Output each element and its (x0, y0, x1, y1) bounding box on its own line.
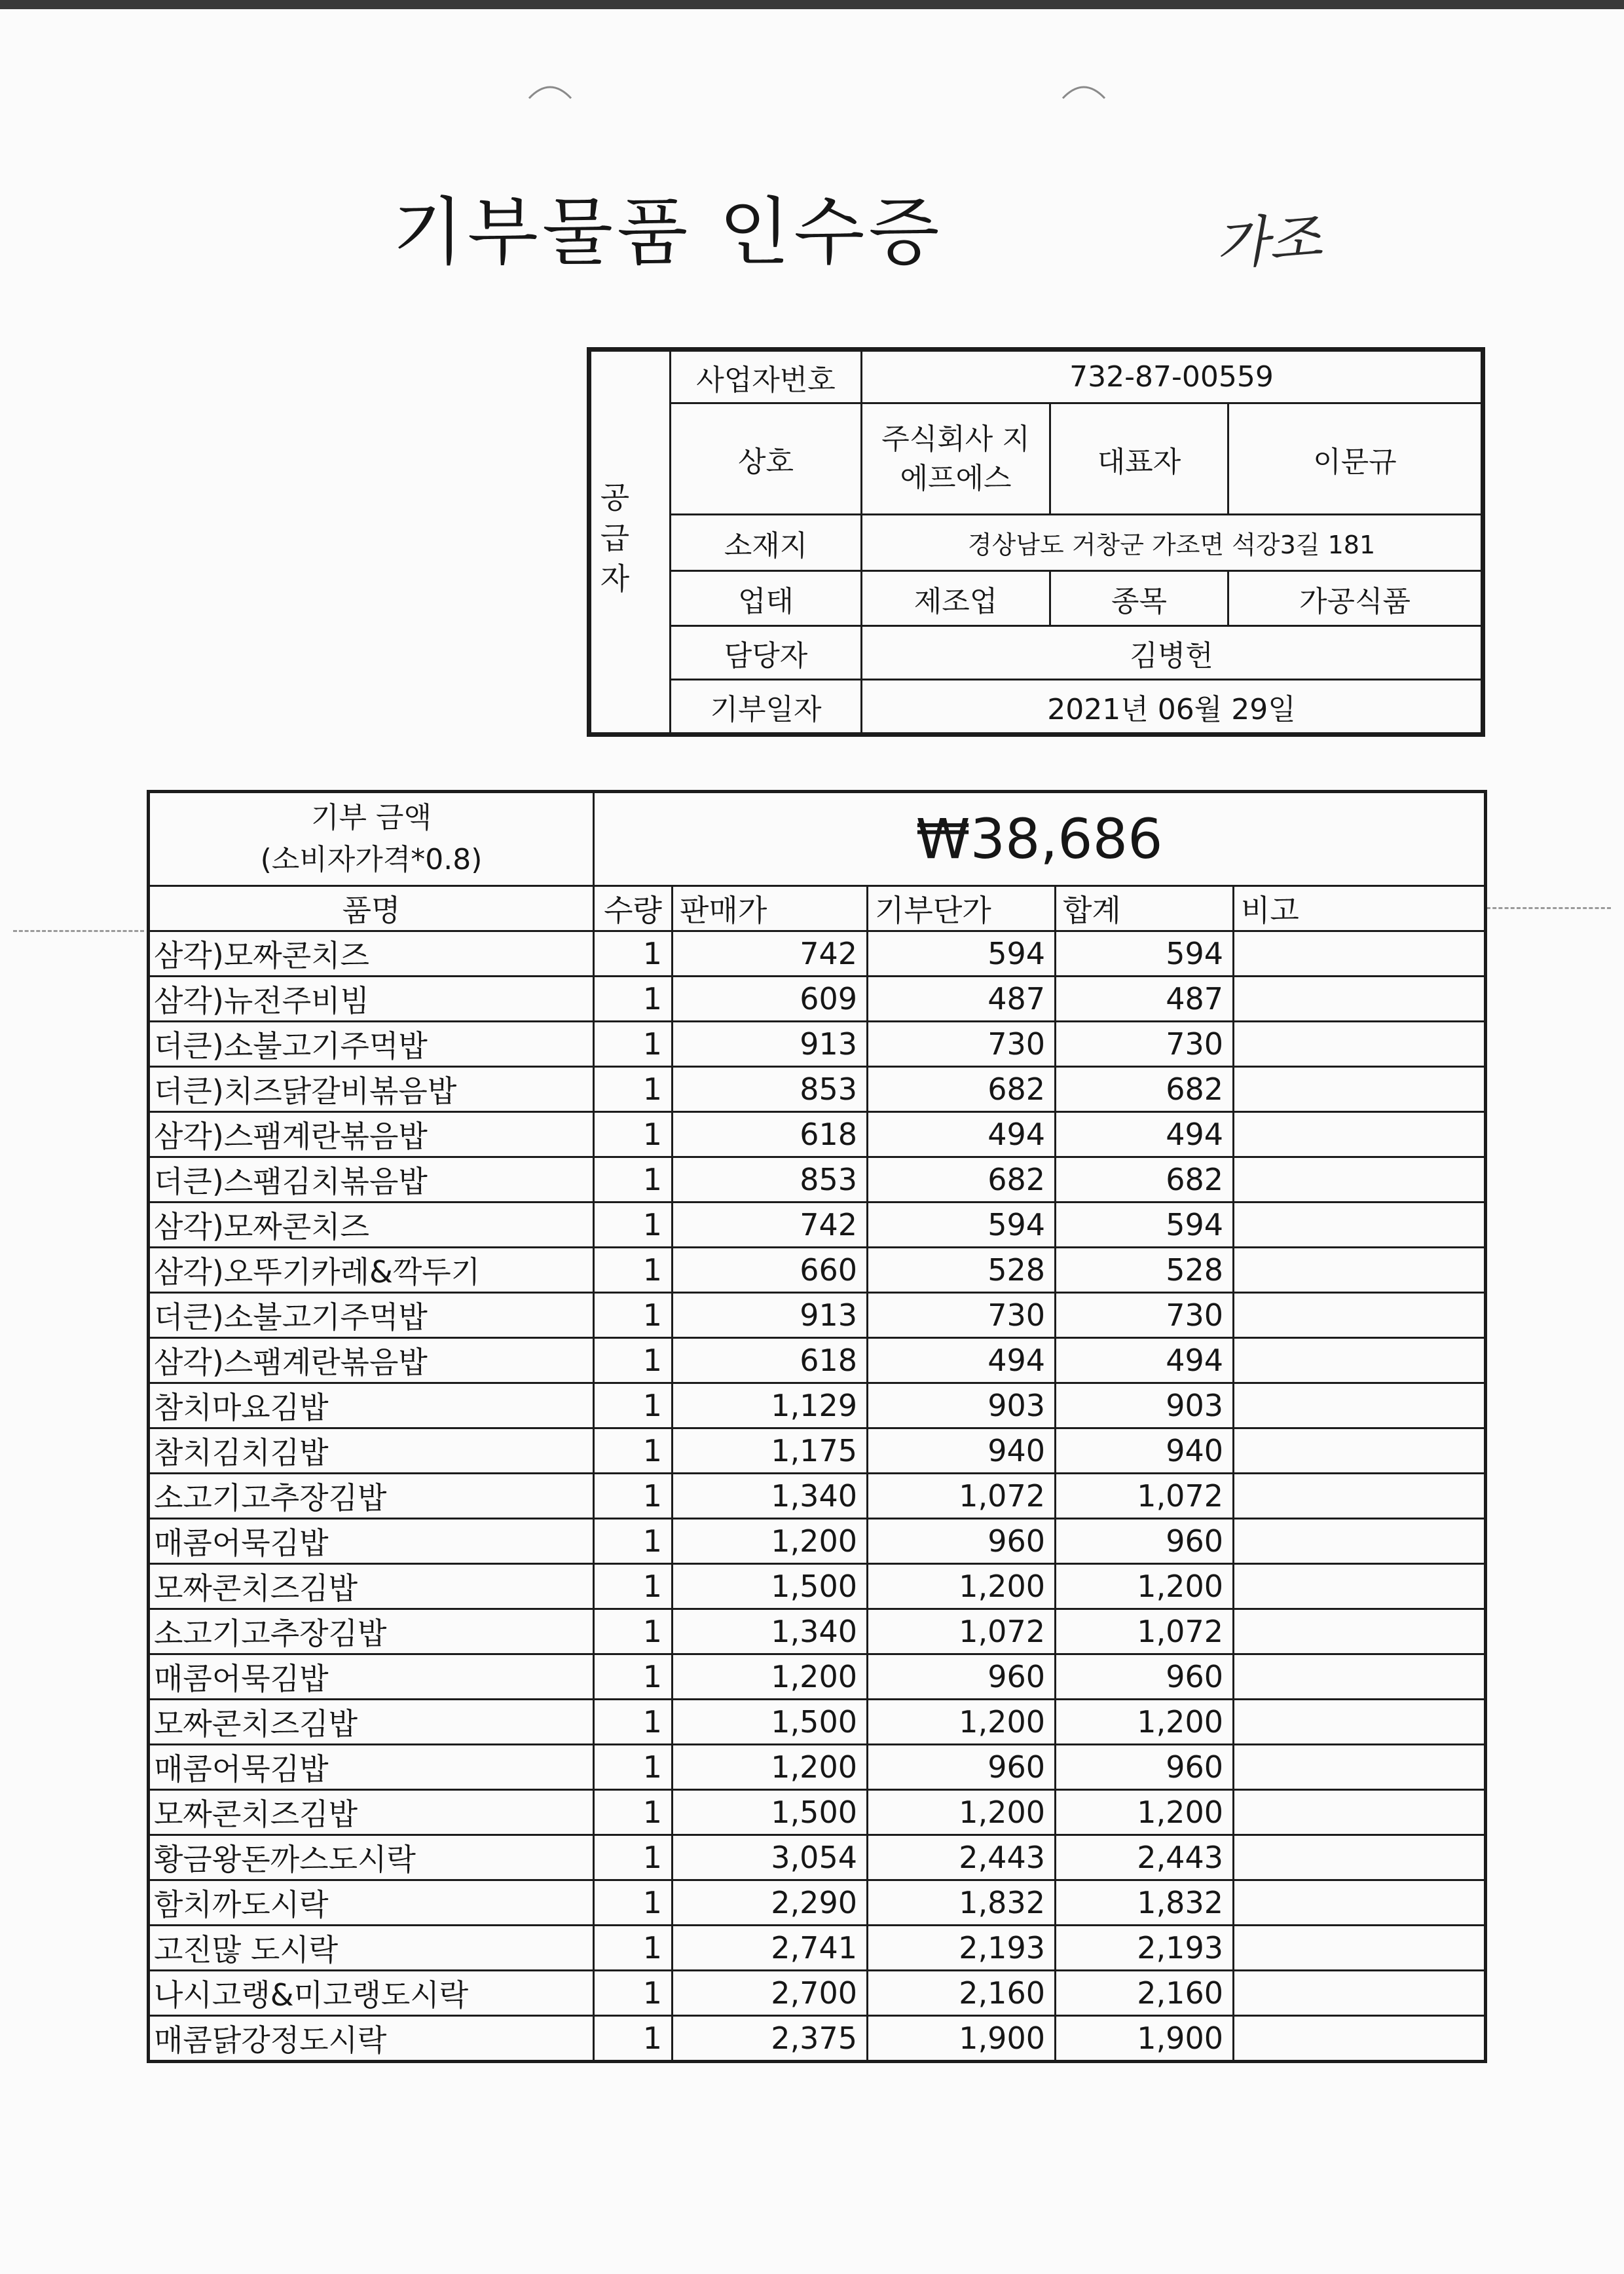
table-row (149, 1835, 1486, 1880)
item-note (1234, 1112, 1486, 1157)
item-price: 2,375 (673, 2016, 868, 2062)
item-qty: 1 (594, 1790, 673, 1835)
item-note (1234, 1022, 1486, 1067)
item-name: 삼각)스팸계란볶음밥 (149, 1112, 594, 1157)
item-unit-price: 1,072 (868, 1474, 1056, 1519)
item-price: 2,700 (673, 1971, 868, 2016)
item-unit-price: 528 (868, 1248, 1056, 1293)
donation-amount-label (149, 792, 594, 886)
item-unit-price: 2,443 (868, 1835, 1056, 1880)
item-unit-price: 940 (868, 1428, 1056, 1474)
item-price: 618 (673, 1338, 868, 1383)
item-price: 1,340 (673, 1609, 868, 1654)
item-total: 903 (1056, 1383, 1234, 1428)
item-total: 1,832 (1056, 1880, 1234, 1926)
item-note (1234, 1248, 1486, 1293)
document-title (0, 174, 1624, 277)
company-value (862, 403, 1050, 515)
item-name: 더큰)소불고기주먹밥 (149, 1293, 594, 1338)
punch-hole-mark-right (1058, 72, 1110, 118)
item-note (1234, 1293, 1486, 1338)
table-row (149, 1157, 1486, 1202)
table-row (149, 2016, 1486, 2062)
item-price: 1,340 (673, 1474, 868, 1519)
item-qty: 1 (594, 1609, 673, 1654)
item-unit-price: 1,900 (868, 2016, 1056, 2062)
table-row (149, 1067, 1486, 1112)
header-name: 품명 (149, 886, 594, 931)
item-note (1234, 1835, 1486, 1880)
item-note (1234, 1790, 1486, 1835)
item-note (1234, 1157, 1486, 1202)
item-name: 참치김치김밥 (149, 1428, 594, 1474)
table-row (149, 1654, 1486, 1700)
item-name: 매콤어묵김밥 (149, 1745, 594, 1790)
item-qty: 1 (594, 977, 673, 1022)
address-value: 경상남도 거창군 가조면 석강3길 181 (862, 515, 1483, 571)
item-total: 1,072 (1056, 1474, 1234, 1519)
scan-top-edge (0, 0, 1624, 9)
ceo-value: 이문규 (1228, 403, 1483, 515)
item-price: 1,500 (673, 1564, 868, 1609)
item-price: 742 (673, 931, 868, 977)
item-name: 삼각)오뚜기카레&깍두기 (149, 1248, 594, 1293)
item-price: 609 (673, 977, 868, 1022)
item-note (1234, 1474, 1486, 1519)
manager-value: 김병헌 (862, 626, 1483, 680)
item-qty: 1 (594, 1835, 673, 1880)
item-price: 1,200 (673, 1654, 868, 1700)
item-unit-price: 682 (868, 1157, 1056, 1202)
item-qty: 1 (594, 1338, 673, 1383)
document-title-text: 기부물품 인수증 (392, 190, 944, 275)
supplier-side-label: 공급자 (589, 350, 671, 735)
item-qty: 1 (594, 1022, 673, 1067)
ceo-label: 대표자 (1050, 403, 1228, 515)
item-name: 모짜콘치즈김밥 (149, 1564, 594, 1609)
item-note (1234, 1383, 1486, 1428)
item-qty: 1 (594, 1745, 673, 1790)
item-total: 1,072 (1056, 1609, 1234, 1654)
item-name: 모짜콘치즈김밥 (149, 1790, 594, 1835)
item-qty: 1 (594, 1926, 673, 1971)
item-qty: 1 (594, 1880, 673, 1926)
header-qty: 수량 (594, 886, 673, 931)
item-name: 삼각)스팸계란볶음밥 (149, 1338, 594, 1383)
item-note (1234, 931, 1486, 977)
scan-artifact-line-left (13, 930, 144, 932)
item-unit-price: 594 (868, 1202, 1056, 1248)
donation-date-value: 2021년 06월 29일 (862, 680, 1483, 735)
item-total: 960 (1056, 1654, 1234, 1700)
table-row (149, 1745, 1486, 1790)
item-qty: 1 (594, 1112, 673, 1157)
item-total: 682 (1056, 1067, 1234, 1112)
header-price: 판매가 (673, 886, 868, 931)
item-total: 1,900 (1056, 2016, 1234, 2062)
item-qty: 1 (594, 1519, 673, 1564)
item-price: 1,129 (673, 1383, 868, 1428)
item-qty: 1 (594, 1654, 673, 1700)
item-qty: 1 (594, 1564, 673, 1609)
item-unit-price: 682 (868, 1067, 1056, 1112)
item-note (1234, 1428, 1486, 1474)
item-price: 913 (673, 1022, 868, 1067)
item-unit-price: 903 (868, 1383, 1056, 1428)
item-total: 594 (1056, 1202, 1234, 1248)
item-price: 1,200 (673, 1519, 868, 1564)
item-total: 960 (1056, 1745, 1234, 1790)
item-total: 1,200 (1056, 1564, 1234, 1609)
item-note (1234, 1880, 1486, 1926)
item-name: 삼각)뉴전주비빔 (149, 977, 594, 1022)
item-unit-price: 1,832 (868, 1880, 1056, 1926)
header-note: 비고 (1234, 886, 1486, 931)
table-row (149, 1700, 1486, 1745)
item-note (1234, 1654, 1486, 1700)
item-unit-price: 1,200 (868, 1790, 1056, 1835)
item-qty: 1 (594, 1202, 673, 1248)
table-row (149, 1926, 1486, 1971)
item-price: 1,200 (673, 1745, 868, 1790)
table-row (149, 1383, 1486, 1428)
table-row (149, 931, 1486, 977)
item-price: 660 (673, 1248, 868, 1293)
table-row (149, 977, 1486, 1022)
item-qty: 1 (594, 1971, 673, 2016)
item-qty: 1 (594, 1383, 673, 1428)
item-qty: 1 (594, 1428, 673, 1474)
donation-amount-label-line1: 기부 금액 (310, 801, 432, 834)
item-unit-price: 730 (868, 1293, 1056, 1338)
item-qty: 1 (594, 2016, 673, 2062)
item-price: 1,500 (673, 1790, 868, 1835)
item-total: 960 (1056, 1519, 1234, 1564)
table-row (149, 1790, 1486, 1835)
item-name: 황금왕돈까스도시락 (149, 1835, 594, 1880)
item-note (1234, 1700, 1486, 1745)
scan-artifact-line-right (1486, 907, 1611, 909)
item-total: 682 (1056, 1157, 1234, 1202)
item-total: 528 (1056, 1248, 1234, 1293)
table-row (149, 1474, 1486, 1519)
item-unit-price: 960 (868, 1654, 1056, 1700)
company-value-line2: 에프에스 (900, 461, 1012, 495)
item-note (1234, 1926, 1486, 1971)
category-label: 종목 (1050, 571, 1228, 626)
table-row (149, 1428, 1486, 1474)
item-unit-price: 2,160 (868, 1971, 1056, 2016)
table-row (149, 1609, 1486, 1654)
item-price: 913 (673, 1293, 868, 1338)
category-value: 가공식품 (1228, 571, 1483, 626)
item-name: 더큰)치즈닭갈비볶음밥 (149, 1067, 594, 1112)
table-row (149, 1971, 1486, 2016)
address-label: 소재지 (671, 515, 862, 571)
company-label: 상호 (671, 403, 862, 515)
item-total: 1,200 (1056, 1700, 1234, 1745)
item-total: 594 (1056, 931, 1234, 977)
company-value-line1: 주식회사 지 (881, 422, 1030, 456)
item-unit-price: 960 (868, 1519, 1056, 1564)
table-row (149, 1022, 1486, 1067)
item-name: 매콤어묵김밥 (149, 1519, 594, 1564)
table-row (149, 1112, 1486, 1157)
item-unit-price: 2,193 (868, 1926, 1056, 1971)
item-price: 742 (673, 1202, 868, 1248)
business-no-label: 사업자번호 (671, 350, 862, 403)
item-note (1234, 1564, 1486, 1609)
item-price: 2,741 (673, 1926, 868, 1971)
table-row (149, 1248, 1486, 1293)
donation-amount-label-line2: (소비자가격*0.8) (260, 843, 483, 876)
table-row (149, 1519, 1486, 1564)
item-unit-price: 494 (868, 1112, 1056, 1157)
item-total: 2,160 (1056, 1971, 1234, 2016)
item-qty: 1 (594, 1067, 673, 1112)
item-price: 2,290 (673, 1880, 868, 1926)
item-name: 매콤어묵김밥 (149, 1654, 594, 1700)
item-note (1234, 2016, 1486, 2062)
donation-date-label: 기부일자 (671, 680, 862, 735)
item-name: 고진많 도시락 (149, 1926, 594, 1971)
item-total: 2,443 (1056, 1835, 1234, 1880)
item-name: 매콤닭강정도시락 (149, 2016, 594, 2062)
item-price: 618 (673, 1112, 868, 1157)
item-name: 소고기고추장김밥 (149, 1474, 594, 1519)
supplier-table (587, 347, 1485, 737)
item-total: 940 (1056, 1428, 1234, 1474)
manager-label: 담당자 (671, 626, 862, 680)
item-total: 494 (1056, 1338, 1234, 1383)
item-note (1234, 1202, 1486, 1248)
item-total: 730 (1056, 1293, 1234, 1338)
item-name: 더큰)스팸김치볶음밥 (149, 1157, 594, 1202)
item-qty: 1 (594, 1248, 673, 1293)
item-unit-price: 960 (868, 1745, 1056, 1790)
item-unit-price: 494 (868, 1338, 1056, 1383)
item-name: 소고기고추장김밥 (149, 1609, 594, 1654)
table-row (149, 1880, 1486, 1926)
item-name: 모짜콘치즈김밥 (149, 1700, 594, 1745)
item-total: 2,193 (1056, 1926, 1234, 1971)
item-name: 삼각)모짜콘치즈 (149, 931, 594, 977)
item-price: 3,054 (673, 1835, 868, 1880)
item-unit-price: 730 (868, 1022, 1056, 1067)
item-note (1234, 1067, 1486, 1112)
item-price: 853 (673, 1157, 868, 1202)
item-note (1234, 1971, 1486, 2016)
item-unit-price: 1,072 (868, 1609, 1056, 1654)
table-header-row (149, 886, 1486, 931)
item-note (1234, 1519, 1486, 1564)
item-price: 1,175 (673, 1428, 868, 1474)
item-price: 1,500 (673, 1700, 868, 1745)
item-qty: 1 (594, 1157, 673, 1202)
item-note (1234, 1609, 1486, 1654)
header-total: 합계 (1056, 886, 1234, 931)
donation-amount-row (149, 792, 1486, 886)
item-unit-price: 594 (868, 931, 1056, 977)
item-price: 853 (673, 1067, 868, 1112)
donation-amount-value: ₩38,686 (594, 792, 1486, 886)
item-total: 487 (1056, 977, 1234, 1022)
header-unit: 기부단가 (868, 886, 1056, 931)
item-note (1234, 1745, 1486, 1790)
item-unit-price: 487 (868, 977, 1056, 1022)
business-no-value: 732-87-00559 (862, 350, 1483, 403)
item-name: 더큰)소불고기주먹밥 (149, 1022, 594, 1067)
punch-hole-mark-left (524, 72, 576, 118)
item-unit-price: 1,200 (868, 1564, 1056, 1609)
table-row (149, 1338, 1486, 1383)
item-total: 494 (1056, 1112, 1234, 1157)
item-total: 1,200 (1056, 1790, 1234, 1835)
handwritten-note: 가조 (1213, 205, 1324, 277)
item-qty: 1 (594, 931, 673, 977)
item-unit-price: 1,200 (868, 1700, 1056, 1745)
item-name: 참치마요김밥 (149, 1383, 594, 1428)
item-qty: 1 (594, 1700, 673, 1745)
item-total: 730 (1056, 1022, 1234, 1067)
donation-items-table (147, 790, 1487, 2063)
item-name: 삼각)모짜콘치즈 (149, 1202, 594, 1248)
business-type-label: 업태 (671, 571, 862, 626)
item-note (1234, 977, 1486, 1022)
item-name: 나시고랭&미고랭도시락 (149, 1971, 594, 2016)
item-rows (149, 931, 1486, 2062)
item-name: 함치까도시락 (149, 1880, 594, 1926)
table-row (149, 1564, 1486, 1609)
item-qty: 1 (594, 1293, 673, 1338)
item-qty: 1 (594, 1474, 673, 1519)
item-note (1234, 1338, 1486, 1383)
table-row (149, 1293, 1486, 1338)
table-row (149, 1202, 1486, 1248)
business-type-value: 제조업 (862, 571, 1050, 626)
